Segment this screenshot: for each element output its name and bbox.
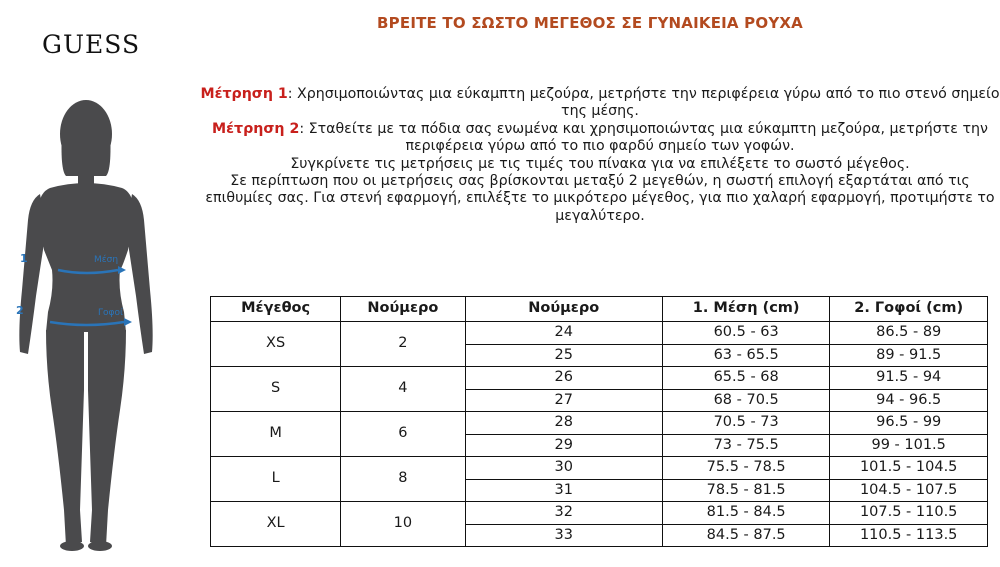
cell-hips: 94 - 96.5 — [830, 389, 988, 412]
cell-number: 10 — [341, 502, 465, 547]
cell-number-alt: 29 — [465, 434, 662, 457]
header-size: Μέγεθος — [211, 297, 341, 322]
cell-hips: 86.5 - 89 — [830, 322, 988, 345]
cell-waist: 68 - 70.5 — [662, 389, 829, 412]
female-silhouette-icon — [0, 90, 200, 567]
measurement-1-text: : Χρησιμοποιώντας μια εύκαμπτη μεζούρα, μετρήστε την περιφέρεια γύρω από το πιο στενό σημείο της μέσης. — [287, 86, 1000, 120]
measurement-1-label: Μέτρηση 1 — [200, 86, 288, 102]
mark-2-number: 2 — [16, 304, 24, 317]
cell-hips: 99 - 101.5 — [830, 434, 988, 457]
cell-size: XS — [211, 322, 341, 367]
cell-hips: 104.5 - 107.5 — [830, 479, 988, 502]
measurement-2-label: Μέτρηση 2 — [212, 120, 300, 137]
instruction-advice: Σε περίπτωση που οι μετρήσεις σας βρίσκονται μεταξύ 2 μεγεθών, η σωστή επιλογή εξαρτάται από τις επιθυμίες σας. Για στενή εφαρμογή, επιλέξτε το μικρότερο μέγεθος, για πιο χαλαρή εφαρμογή, προτιμήστε το μεγαλύτερο. — [205, 173, 995, 224]
cell-number-alt: 28 — [465, 412, 662, 435]
cell-number: 8 — [341, 457, 465, 502]
cell-number-alt: 30 — [465, 457, 662, 480]
header-number-it: Νούμερο — [465, 297, 662, 322]
header-waist: 1. Μέση (cm) — [662, 297, 829, 322]
cell-hips: 91.5 - 94 — [830, 367, 988, 390]
cell-hips: 101.5 - 104.5 — [830, 457, 988, 480]
cell-waist: 70.5 - 73 — [662, 412, 829, 435]
cell-number: 4 — [341, 367, 465, 412]
mark-1-number: 1 — [20, 252, 28, 265]
table-row — [211, 502, 988, 525]
cell-hips: 96.5 - 99 — [830, 412, 988, 435]
cell-waist: 81.5 - 84.5 — [662, 502, 829, 525]
cell-hips: 110.5 - 113.5 — [830, 524, 988, 547]
cell-waist: 63 - 65.5 — [662, 344, 829, 367]
table-row — [211, 457, 988, 480]
instruction-measurement-2 — [195, 121, 1000, 156]
cell-number-alt: 27 — [465, 389, 662, 412]
cell-number-alt: 25 — [465, 344, 662, 367]
body-figure — [0, 90, 200, 567]
instructions-block — [195, 86, 1000, 225]
mark-2-label: Γοφοί — [98, 308, 124, 318]
measurement-2-text: : Σταθείτε με τα πόδια σας ενωμένα και χρησιμοποιώντας μια εύκαμπτη μεζούρα, μετρήστε την περιφέρεια γύρω από το πιο φαρδύ σημείο των γοφών. — [299, 120, 988, 155]
cell-number-alt: 24 — [465, 322, 662, 345]
cell-waist: 75.5 - 78.5 — [662, 457, 829, 480]
size-table — [210, 296, 988, 547]
cell-size: M — [211, 412, 341, 457]
table-row — [211, 367, 988, 390]
cell-number: 2 — [341, 322, 465, 367]
cell-waist: 60.5 - 63 — [662, 322, 829, 345]
cell-number-alt: 26 — [465, 367, 662, 390]
mark-1-label: Μέση — [94, 255, 119, 265]
header-number-eu: Νούμερο — [341, 297, 465, 322]
cell-hips: 89 - 91.5 — [830, 344, 988, 367]
cell-waist: 73 - 75.5 — [662, 434, 829, 457]
cell-number-alt: 33 — [465, 524, 662, 547]
instruction-compare: Συγκρίνετε τις μετρήσεις με τις τιμές του πίνακα για να επιλέξετε το σωστό μέγεθος. — [290, 155, 910, 172]
cell-waist: 84.5 - 87.5 — [662, 524, 829, 547]
cell-waist: 78.5 - 81.5 — [662, 479, 829, 502]
header-hips: 2. Γοφοί (cm) — [830, 297, 988, 322]
brand-logo: GUESS — [42, 30, 141, 59]
cell-hips: 107.5 - 110.5 — [830, 502, 988, 525]
table-header-row — [211, 297, 988, 322]
cell-size: L — [211, 457, 341, 502]
cell-size: XL — [211, 502, 341, 547]
cell-waist: 65.5 - 68 — [662, 367, 829, 390]
page-title: ΒΡΕΙΤΕ ΤΟ ΣΩΣΤΟ ΜΕΓΕΘΟΣ ΣΕ ΓΥΝΑΙΚΕΙΑ ΡΟΥΧΑ — [377, 14, 803, 32]
table-row — [211, 322, 988, 345]
table-row — [211, 412, 988, 435]
cell-number-alt: 31 — [465, 479, 662, 502]
instruction-measurement-1 — [195, 86, 1000, 121]
cell-number-alt: 32 — [465, 502, 662, 525]
cell-number: 6 — [341, 412, 465, 457]
cell-size: S — [211, 367, 341, 412]
